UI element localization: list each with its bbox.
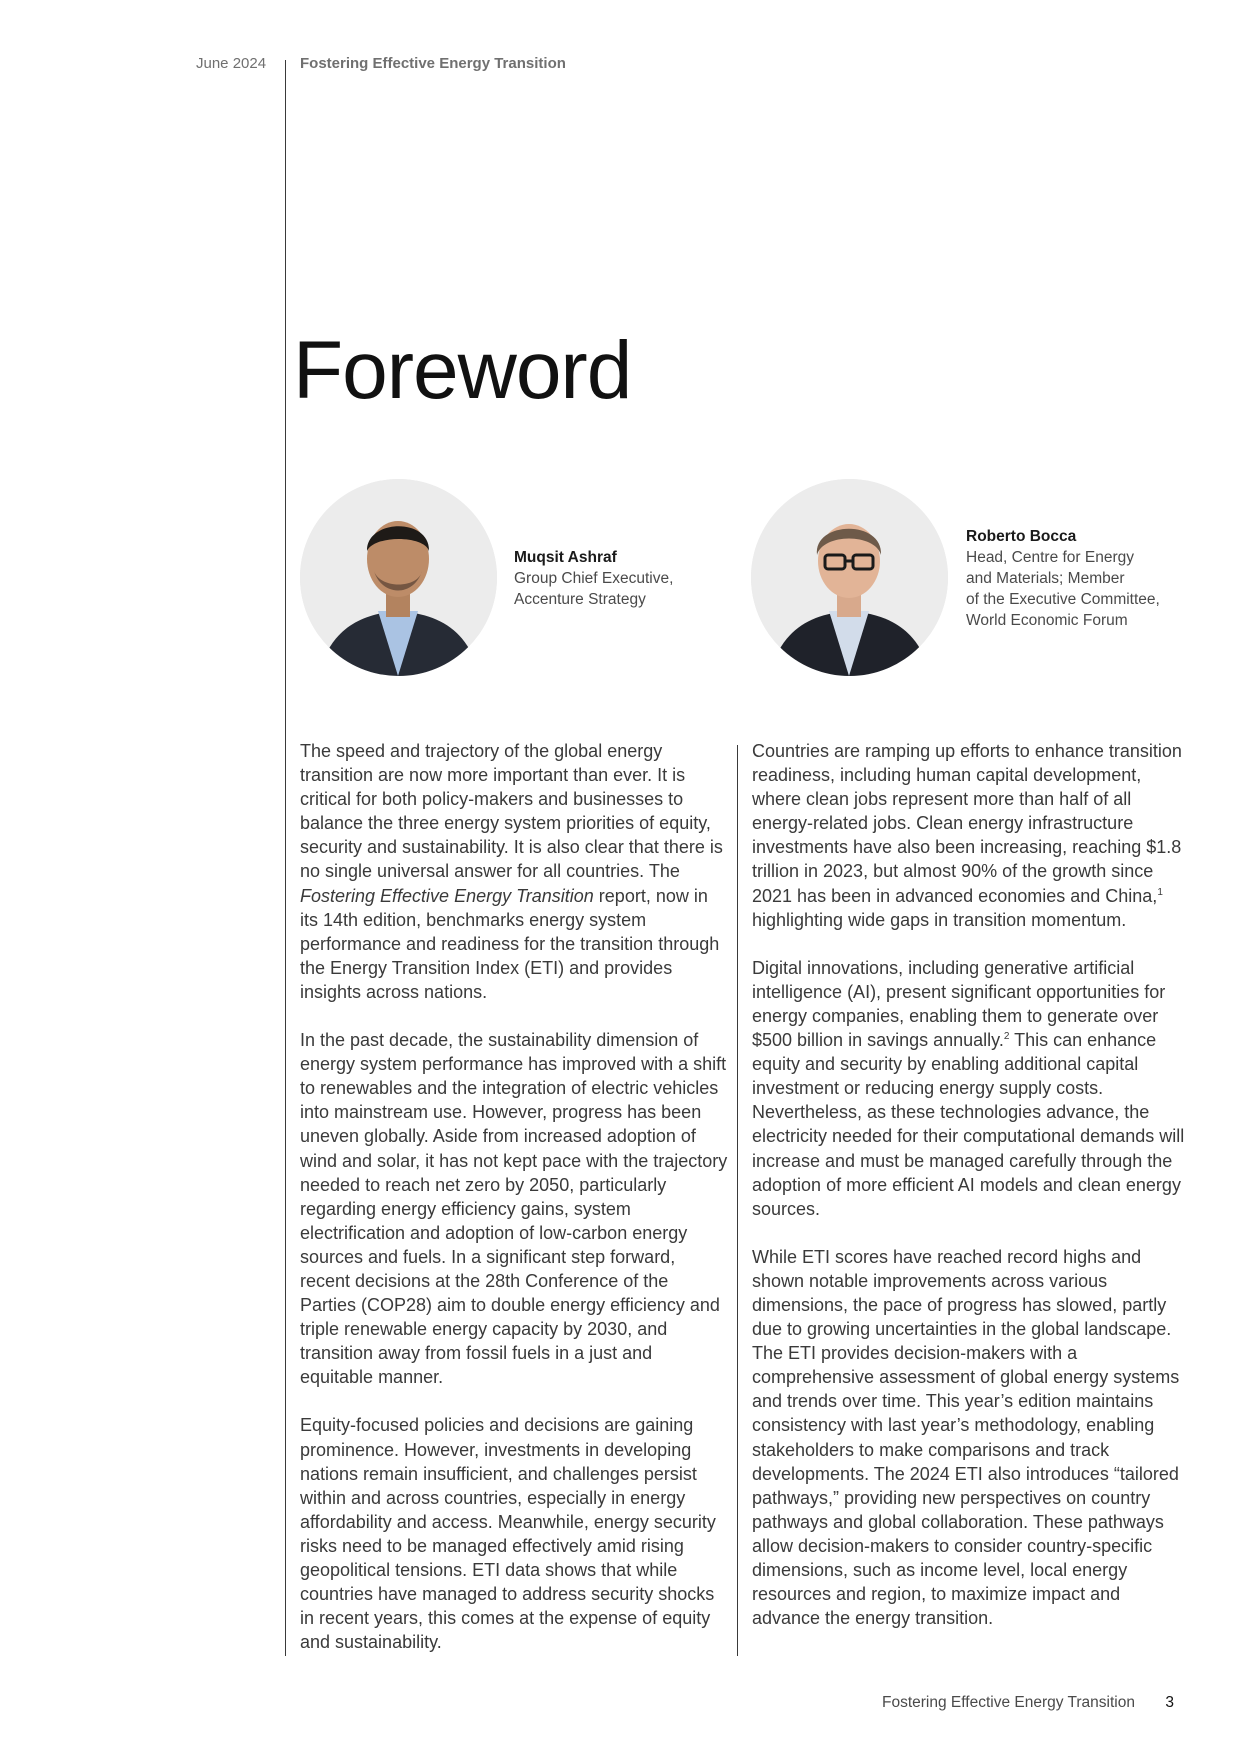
footnote-ref[interactable]: 1 <box>1157 886 1163 898</box>
person-photo-icon <box>300 479 497 676</box>
author-card-roberto-bocca <box>966 526 1186 631</box>
footnote-ref[interactable]: 2 <box>1003 1031 1010 1043</box>
author-card-muqsit-ashraf <box>514 547 714 610</box>
body-column-left <box>300 739 728 1678</box>
page-title: Foreword <box>293 325 632 416</box>
header-date: June 2024 <box>196 55 267 72</box>
author-role: World Economic Forum <box>966 612 1128 629</box>
body-paragraph: Countries are ramping up efforts to enhance transition readiness, including human capital development, where clean jobs represent more than half of all energy-related jobs. Clean energy infrastructure investments have also been increasing, reaching $1.8 trillion in 2023, but almost 90% of the growth since 2021 has been in advanced economies and China,$^1$ highlighting wide gaps in transition momentum. <box>752 741 1182 930</box>
author-name: Muqsit Ashraf <box>514 549 617 566</box>
author-role: Head, Centre for Energy <box>966 549 1135 566</box>
portrait-muqsit-ashraf <box>300 479 497 676</box>
footer-title: Fostering Effective Energy Transition <box>881 1694 1135 1711</box>
body-paragraph: In the past decade, the sustainability dimension of energy system performance has improved with a shift to renewables and the integration of electric vehicles into mainstream use. However, progress has been uneven globally. Aside from increased adoption of wind and solar, it has not kept pace with the trajectory needed to reach net zero by 2050, particularly regarding energy efficiency gains, system electrification and adoption of low-carbon energy sources and fuels. In a significant step forward, recent decisions at the 28th Conference of the Parties (COP28) aim to double energy efficiency and triple renewable energy capacity by 2030, and transition away from fossil fuels in a just and equitable manner. <box>300 1030 728 1388</box>
author-role: Group Chief Executive, <box>514 570 674 587</box>
header-title: Fostering Effective Energy Transition <box>300 55 566 72</box>
body-paragraph: Equity-focused policies and decisions are gaining prominence. However, investments in developing nations remain insufficient, and challenges persist within and across countries, especially in energy affordability and access. Meanwhile, energy security risks need to be managed effectively amid rising geopolitical tensions. ETI data shows that while countries have managed to address security shocks in recent years, this comes at the expense of equity and sustainability. <box>300 1415 716 1653</box>
portrait-roberto-bocca <box>751 479 948 676</box>
author-role: of the Executive Committee, <box>966 591 1160 608</box>
body-paragraph: Digital innovations, including generative artificial intelligence (AI), present significant opportunities for energy companies, enabling them to generate over $500 billion in savings annually.$^2$ This can enhance equity and security by enabling additional capital investment or reducing energy supply costs. Nevertheless, as these technologies advance, the electricity needed for their computational demands will increase and must be managed carefully through the adoption of more efficient AI models and clean energy sources. <box>752 957 1185 1219</box>
author-role: Accenture Strategy <box>514 591 646 608</box>
author-role: and Materials; Member <box>966 570 1125 587</box>
person-photo-icon <box>751 479 948 676</box>
author-name: Roberto Bocca <box>966 528 1077 545</box>
margin-rule <box>285 60 286 1656</box>
body-paragraph: The speed and trajectory of the global energy transition are now more important than ever. It is critical for both policy-makers and businesses to balance the three energy system priorities of equity, security and sustainability. It is also clear that there is no single universal answer for all countries. The Fostering Effective Energy Transition report, now in its 14th edition, benchmarks energy system performance and readiness for the transition through the Energy Transition Index (ETI) and provides insights across nations. <box>300 741 723 1002</box>
body-column-right <box>752 739 1192 1654</box>
body-paragraph: While ETI scores have reached record highs and shown notable improvements across various dimensions, the pace of progress has slowed, partly due to growing uncertainties in the global landscape. The ETI provides decision-makers with a comprehensive assessment of global energy systems and trends over time. This year’s edition maintains consistency with last year’s methodology, enabling stakeholders to make comparisons and track developments. The 2024 ETI also introduces “tailored pathways,” providing new perspectives on country pathways and global collaboration. These pathways allow decision-makers to consider country-specific dimensions, such as income level, local energy resources and region, to maximize impact and advance the energy transition. <box>752 1246 1180 1629</box>
page-number: 3 <box>1165 1694 1174 1711</box>
report-title: Fostering Effective Energy Transition <box>300 885 594 906</box>
column-rule <box>737 745 738 1656</box>
